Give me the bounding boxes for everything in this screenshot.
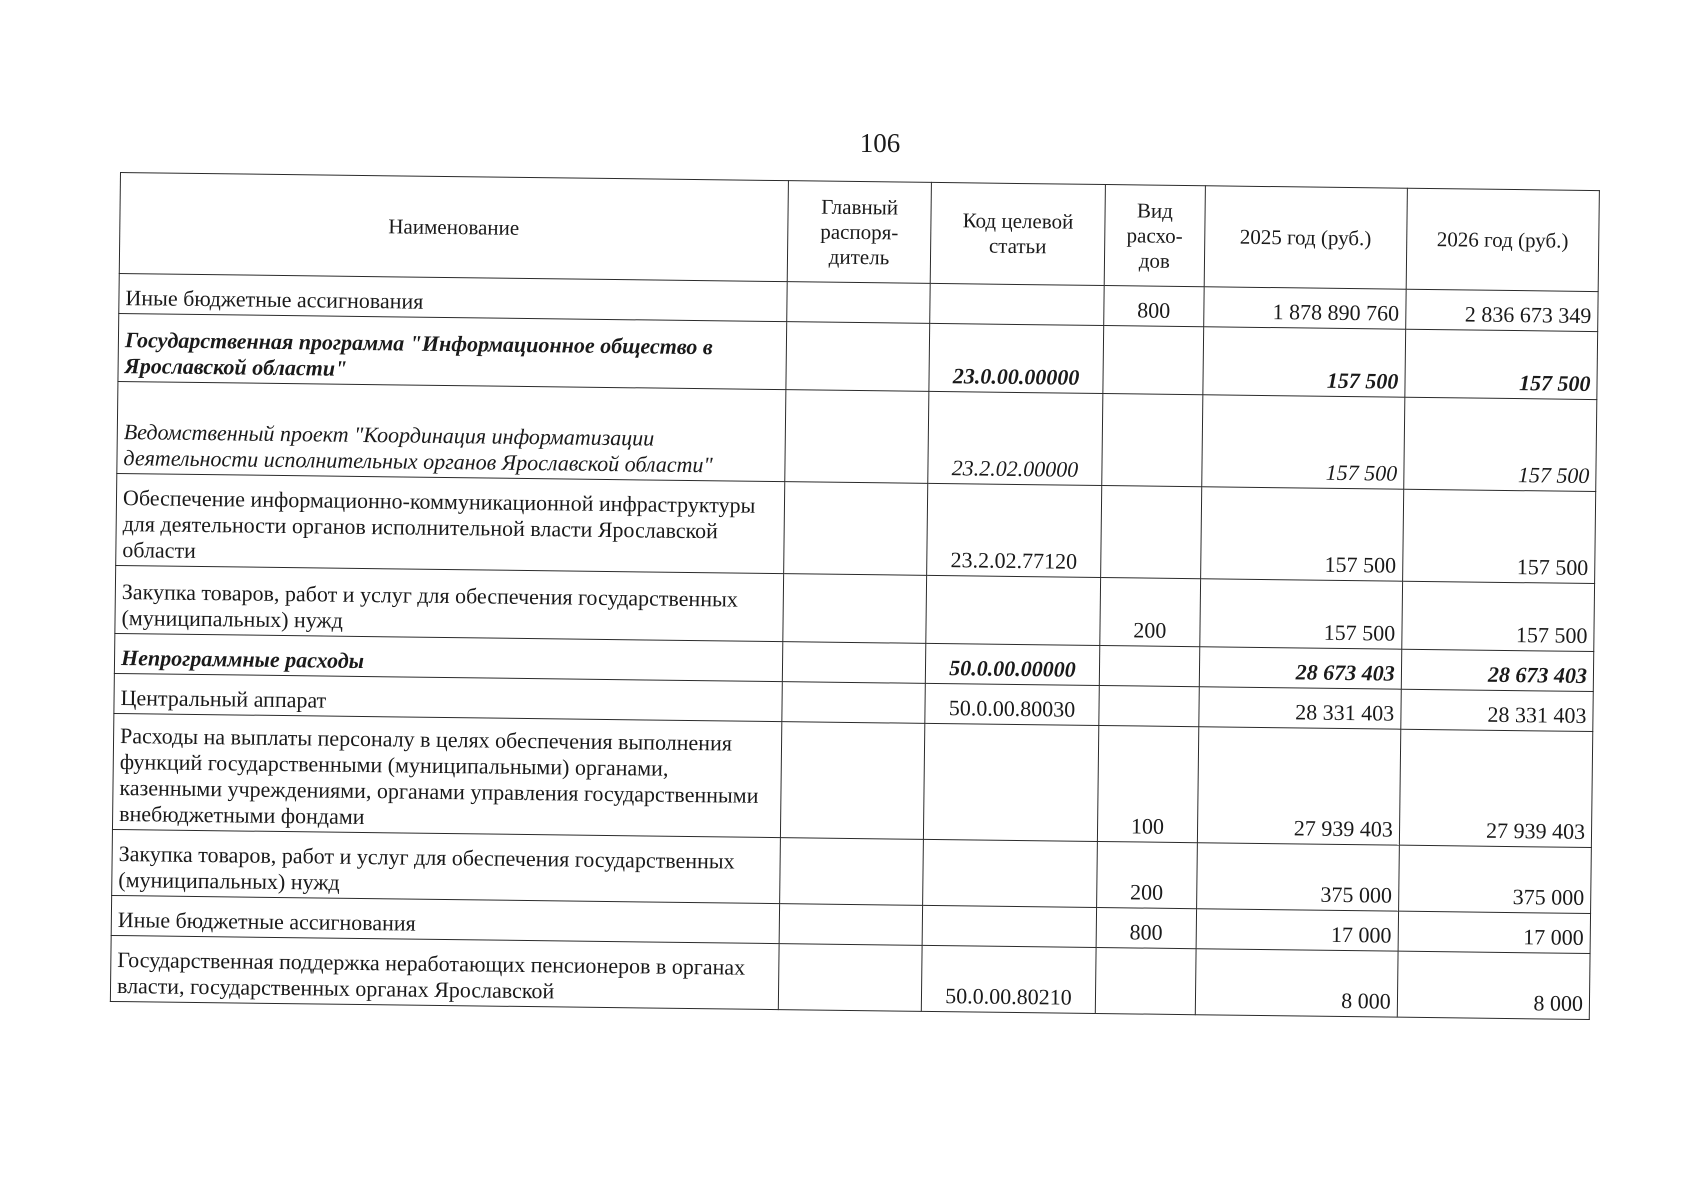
row-name: Иные бюджетные ассигнования (111, 895, 779, 943)
table-row (112, 713, 1592, 847)
row-grbs (786, 322, 930, 392)
row-grbs (779, 838, 923, 906)
header-2026: 2026 год (руб.) (1406, 188, 1599, 291)
row-code: 50.0.00.80030 (925, 683, 1099, 725)
row-2026: 157 500 (1403, 397, 1596, 491)
row-code (924, 723, 1099, 841)
row-2025: 157 500 (1200, 579, 1403, 649)
row-vid: 200 (1096, 841, 1197, 908)
row-2026: 27 939 403 (1399, 729, 1593, 847)
row-name: Государственная поддержка неработающих пенсионеров в органах власти, государственных органах Ярославской (110, 935, 779, 1009)
row-name: Центральный аппарат (114, 673, 782, 721)
row-2026: 157 500 (1402, 489, 1595, 583)
row-2025: 27 939 403 (1197, 727, 1400, 845)
table-header (119, 173, 1599, 292)
header-code: Код целевой статьи (930, 182, 1105, 285)
row-2025: 28 673 403 (1199, 647, 1401, 689)
row-code: 50.0.00.00000 (925, 643, 1099, 685)
row-grbs (782, 642, 926, 684)
row-code (923, 839, 1098, 907)
row-2025: 28 331 403 (1199, 687, 1401, 729)
row-grbs (779, 904, 923, 946)
row-vid: 200 (1100, 578, 1201, 647)
row-grbs (787, 282, 931, 324)
table-row (117, 381, 1597, 491)
row-vid (1099, 646, 1199, 687)
row-vid: 800 (1104, 286, 1204, 327)
table-body (110, 273, 1598, 1019)
row-2025: 1 878 890 760 (1203, 287, 1405, 329)
budget-table (110, 172, 1600, 1020)
row-2025: 17 000 (1196, 909, 1398, 951)
row-2026: 157 500 (1402, 581, 1595, 651)
header-vid: Вид расхо-дов (1104, 185, 1205, 287)
row-2026: 28 331 403 (1401, 689, 1594, 731)
row-name: Иные бюджетные ассигнования (119, 273, 787, 321)
budget-table-container (110, 172, 1600, 1020)
row-vid (1101, 486, 1202, 579)
row-grbs (778, 944, 922, 1012)
row-2026: 8 000 (1397, 951, 1590, 1019)
row-code: 23.2.02.77120 (927, 483, 1102, 577)
row-name: Ведомственный проект "Координация информатизации деятельности исполнительных органов Ярославской области" (117, 381, 786, 481)
row-grbs (785, 390, 929, 484)
row-grbs (783, 574, 927, 644)
header-grbs: Главный распоря-дитель (787, 181, 932, 284)
row-vid: 100 (1097, 725, 1198, 842)
row-vid (1095, 947, 1196, 1014)
header-name: Наименование (119, 173, 788, 282)
row-code: 23.0.00.00000 (929, 323, 1104, 393)
row-name: Расходы на выплаты персоналу в целях обеспечения выполнения функций государственными (муниципальными) органами, казенными учреждениями, органами управления государственными внебюджетными фондами (112, 713, 781, 837)
row-grbs (780, 722, 925, 840)
row-2026: 375 000 (1398, 845, 1591, 913)
row-2025: 375 000 (1196, 843, 1399, 911)
row-vid: 800 (1096, 907, 1196, 948)
row-grbs (782, 682, 926, 724)
row-2025: 8 000 (1195, 949, 1398, 1017)
row-grbs (783, 482, 927, 576)
row-name: Закупка товаров, работ и услуг для обеспечения государственных (муниципальных) нужд (112, 829, 781, 903)
row-2026: 2 836 673 349 (1405, 289, 1598, 331)
row-2026: 28 673 403 (1401, 649, 1594, 691)
row-vid (1099, 686, 1199, 727)
row-vid (1102, 394, 1203, 487)
row-code (930, 283, 1104, 325)
row-name: Государственная программа "Информационное общество в Ярославской области" (118, 313, 787, 389)
row-2026: 17 000 (1398, 911, 1591, 953)
row-2025: 157 500 (1202, 395, 1405, 489)
row-vid (1103, 326, 1204, 395)
row-code: 23.2.02.00000 (928, 391, 1103, 485)
row-2026: 157 500 (1405, 329, 1598, 399)
header-2025: 2025 год (руб.) (1204, 186, 1407, 289)
row-2025: 157 500 (1200, 487, 1403, 581)
row-name: Обеспечение информационно-коммуникационной инфраструктуры для деятельности органов исполнительной власти Ярославской области (116, 473, 785, 573)
row-code (926, 575, 1101, 645)
page-number: 106 (859, 128, 901, 158)
row-name: Закупка товаров, работ и услуг для обеспечения государственных (муниципальных) нужд (115, 565, 784, 641)
row-2025: 157 500 (1203, 327, 1406, 397)
row-name: Непрограммные расходы (114, 633, 782, 681)
row-code: 50.0.00.80210 (921, 945, 1096, 1013)
header-row (119, 173, 1599, 292)
row-code (922, 905, 1096, 947)
table-row (116, 473, 1596, 583)
